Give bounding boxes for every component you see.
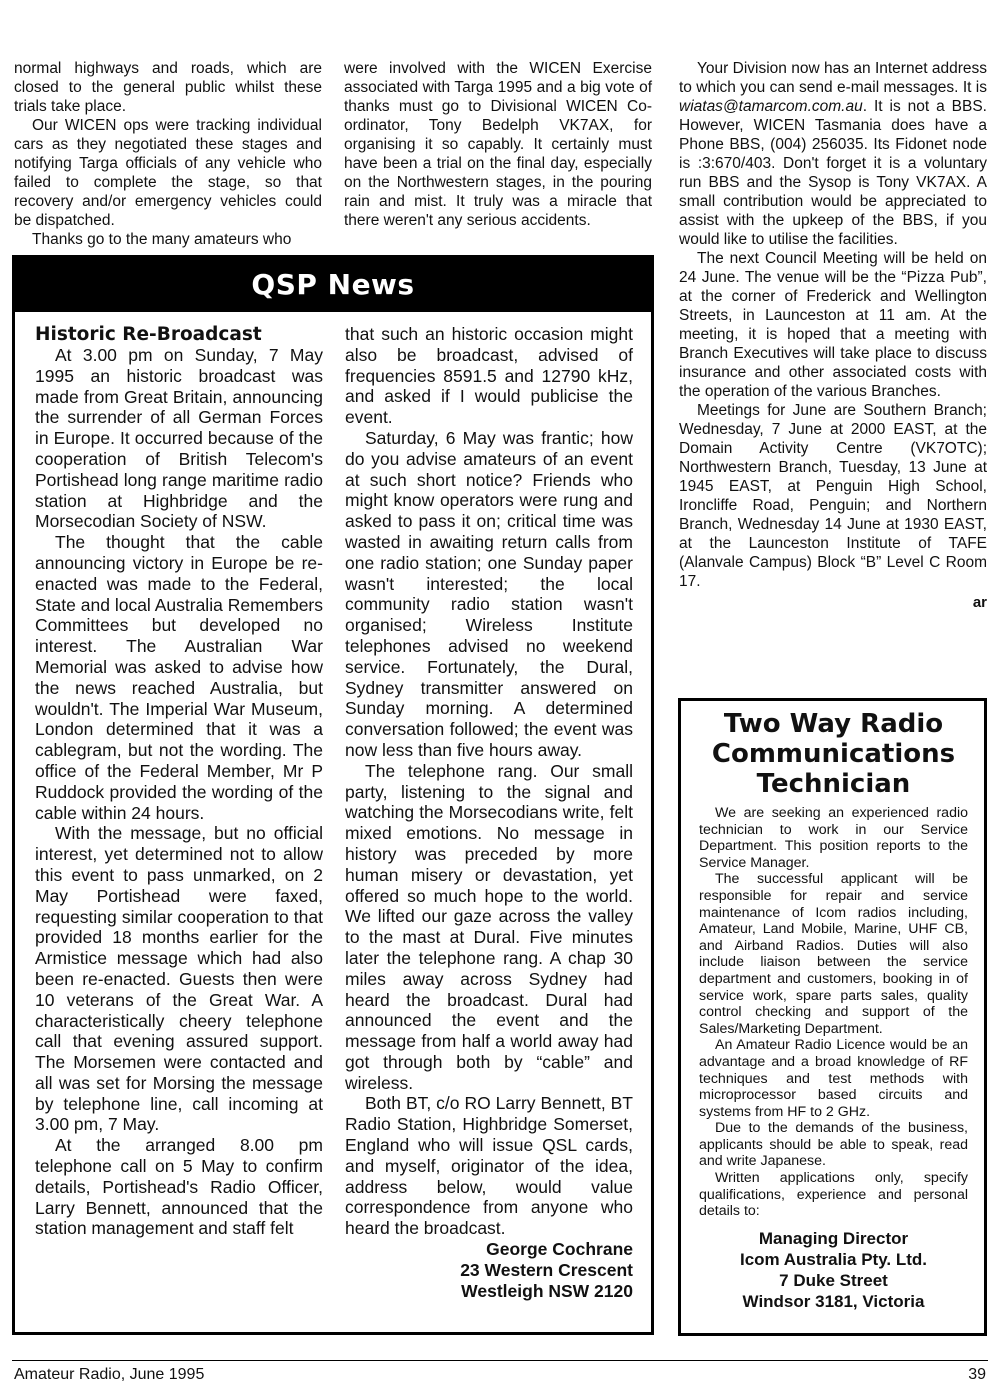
email-address: wiatas@tamarcom.com.au: [679, 98, 863, 115]
paragraph: Our WICEN ops were tracking individual cars as they negotiated these stages and notifying Targa officials of any vehicle who failed to complete the stage, so that recovery and/or emergency vehicles could be dispatched.: [14, 117, 322, 229]
paragraph: At 3.00 pm on Sunday, 7 May 1995 an historic broadcast was made from Great Britain, announcing the surrender of all German Forces in Europe. It occurred because of the cooperation of British Telecom's Portishead long range maritime radio station at Highbridge and the Morsecodian Society of NSW.: [35, 345, 323, 532]
ad-paragraph: Due to the demands of the business, applicants should be able to speak, read and write Japanese.: [699, 1120, 968, 1170]
paragraph: Thanks go to the many amateurs who: [32, 231, 292, 248]
paragraph-internet-address: [679, 59, 987, 249]
top-middle-column: [344, 59, 652, 230]
right-column: [679, 59, 987, 612]
signoff: ar: [972, 594, 987, 611]
author-name: George Cochrane: [486, 1239, 633, 1260]
paragraph: normal highways and roads, which are closed to the general public whilst these trials take place.: [14, 60, 322, 115]
footer-divider: [12, 1360, 988, 1361]
qsp-column-right: [345, 324, 633, 1301]
paragraph-council-meeting: The next Council Meeting will be held on 24 June. The venue will be the “Pizza Pub”, at the corner of Frederick and Wellington Streets, in Launceston at 11 am. At the meeting, it is hoped that a meeting with Branch Executives will take place to discuss insurance and other associated costs with the operation of the various Branches.: [679, 250, 987, 400]
ad-title-line: Communications: [711, 739, 956, 769]
ad-title-line: Technician: [756, 769, 911, 799]
ad-paragraph: An Amateur Radio Licence would be an advantage and a broad knowledge of RF techniques and test methods with microprocessor based circuits and systems from HF to 2 GHz.: [699, 1037, 968, 1120]
page-number: 39: [968, 1366, 986, 1383]
ad-paragraph: The successful applicant will be responsible for repair and service maintenance of Icom radios including, Amateur, Land Mobile, Marine, UHF CB, and Airband Radios. Duties will also include liaison between the service department and customers, booking in of service work, spare parts sales, quality control checking and support of the Sales/Marketing Department.: [699, 871, 968, 1037]
top-left-column: [14, 59, 322, 249]
paragraph: The thought that the cable announcing victory in Europe be re-enacted was made to the Federal, State and local Australia Remembers Committees but developed no interest. The Australian War Memorial was asked to advise how the news reached Australia, but wouldn't. The Imperial War Museum, London determined that it was a cablegram, but not the wording. The office of the Federal Member, Mr P Ruddock provided the wording of the cable within 24 hours.: [35, 532, 323, 823]
ad-title-line: Two Way Radio: [723, 709, 944, 739]
paragraph-branch-meetings: Meetings for June are Southern Branch; Wednesday, 7 June at 2000 EAST, at the Domain Activity Centre (VK7OTC); Northwestern Branch, Tuesday, 13 June at 1945 EAST, at Penguin High School, Ironcliffe Road, Penguin; and Northern Branch, Wednesday 14 June at 1930 EAST, at the Launceston Institute of TAFE (Alanvale Campus) Block “B” Level C Room 17.: [679, 402, 987, 590]
paragraph: Saturday, 6 May was frantic; how do you advise amateurs of an event at such short notice? Friends who might know operators were rung and asked to pass it on; critical time was wasted in awaiting return calls from one radio station; one Sunday paper wasn't interested; the local community radio station wasn't organised; Wireless Institute telephones advised no weekend service. Fortunately, the Dural, Sydney transmitter answered on Sunday morning. A determined conversation followed; the event was now less than five hours away.: [345, 427, 633, 760]
qsp-column-left: [35, 324, 323, 1239]
article-heading: Historic Re-Broadcast: [35, 324, 262, 345]
paragraph: Both BT, c/o RO Larry Bennett, BT Radio Station, Highbridge Somerset, England who will issue QSL cards, and myself, originator of the idea, address below, would value correspondence from anyone who heard the broadcast.: [345, 1093, 633, 1239]
ad-body: [699, 805, 968, 1220]
footer-publication: Amateur Radio, June 1995: [14, 1366, 205, 1383]
paragraph-text: . It is not a BBS. However, WICEN Tasmania does have a Phone BBS, (004) 256035. Its Fidonet node is :3:670/403. Don't forget it is a voluntary run BBS and the Sysop is Tony VK7AX. A small contribution would be appreciated to assist with the upkeep of the BBS, if you would like to utilise the facilities.: [679, 98, 987, 248]
paragraph: With the message, but no official interest, yet determined not to allow this event to pass unmarked, on 2 May Portishead were faxed, requesting similar cooperation to that provided 18 months earlier for the Armistice message which had also been re-enacted. Guests then were 10 veterans of the Great War. A characteristically cheery telephone call that evening assured support. The Morsemen were contacted and all was set for Morsing the message by telephone line, call incoming at 3.00 pm, 7 May.: [35, 823, 323, 1135]
author-city: Westleigh NSW 2120: [461, 1280, 633, 1301]
qsp-news-banner: QSP News: [15, 258, 651, 312]
ad-title: [699, 709, 968, 799]
ad-paragraph: We are seeking an experienced radio technician to work in our Service Department. This position reports to the Service Manager.: [699, 805, 968, 871]
paragraph: At the arranged 8.00 pm telephone call on 5 May to confirm details, Portishead's Radio Officer, Larry Bennett, announced that the station management and staff felt: [35, 1135, 323, 1239]
qsp-news-box: [12, 255, 654, 1335]
job-advertisement: [678, 698, 987, 1336]
contact-role: Managing Director: [758, 1228, 909, 1248]
ad-paragraph: Written applications only, specify qualifications, experience and personal details to:: [699, 1170, 968, 1220]
paragraph: The telephone rang. Our small party, listening to the signal and watching the Morsecodians write, felt mixed emotions. No message in history was preceded by more human misery or devastation, yet offered so much hope to the world. We lifted our gaze across the valley to the mast at Dural. Five minutes later the telephone rang. A chap 30 miles away across Sydney had heard the broadcast. Dural had announced the event and the message from half a world away had got through both by “cable” and wireless.: [345, 760, 633, 1093]
contact-company: Icom Australia Pty. Ltd.: [739, 1249, 928, 1269]
paragraph: were involved with the WICEN Exercise associated with Targa 1995 and a big vote of thanks must go to Divisional WICEN Co-ordinator, Tony Bedelph VK7AX, for organising it so capably. It certainly must have been a trial on the final day, especially on the Northwestern stages, in the pouring rain and mist. It truly was a miracle that there weren't any serious accidents.: [344, 60, 652, 229]
paragraph-text: Your Division now has an Internet address to which you can send e-mail messages. It is: [679, 60, 987, 96]
ad-contact: [699, 1228, 968, 1312]
paragraph: that such an historic occasion might also be broadcast, advised of frequencies 8591.5 and 12790 kHz, and asked if I would publicise the event.: [345, 324, 633, 428]
author-street: 23 Western Crescent: [460, 1259, 633, 1280]
contact-city: Windsor 3181, Victoria: [742, 1291, 925, 1311]
contact-street: 7 Duke Street: [779, 1270, 888, 1290]
